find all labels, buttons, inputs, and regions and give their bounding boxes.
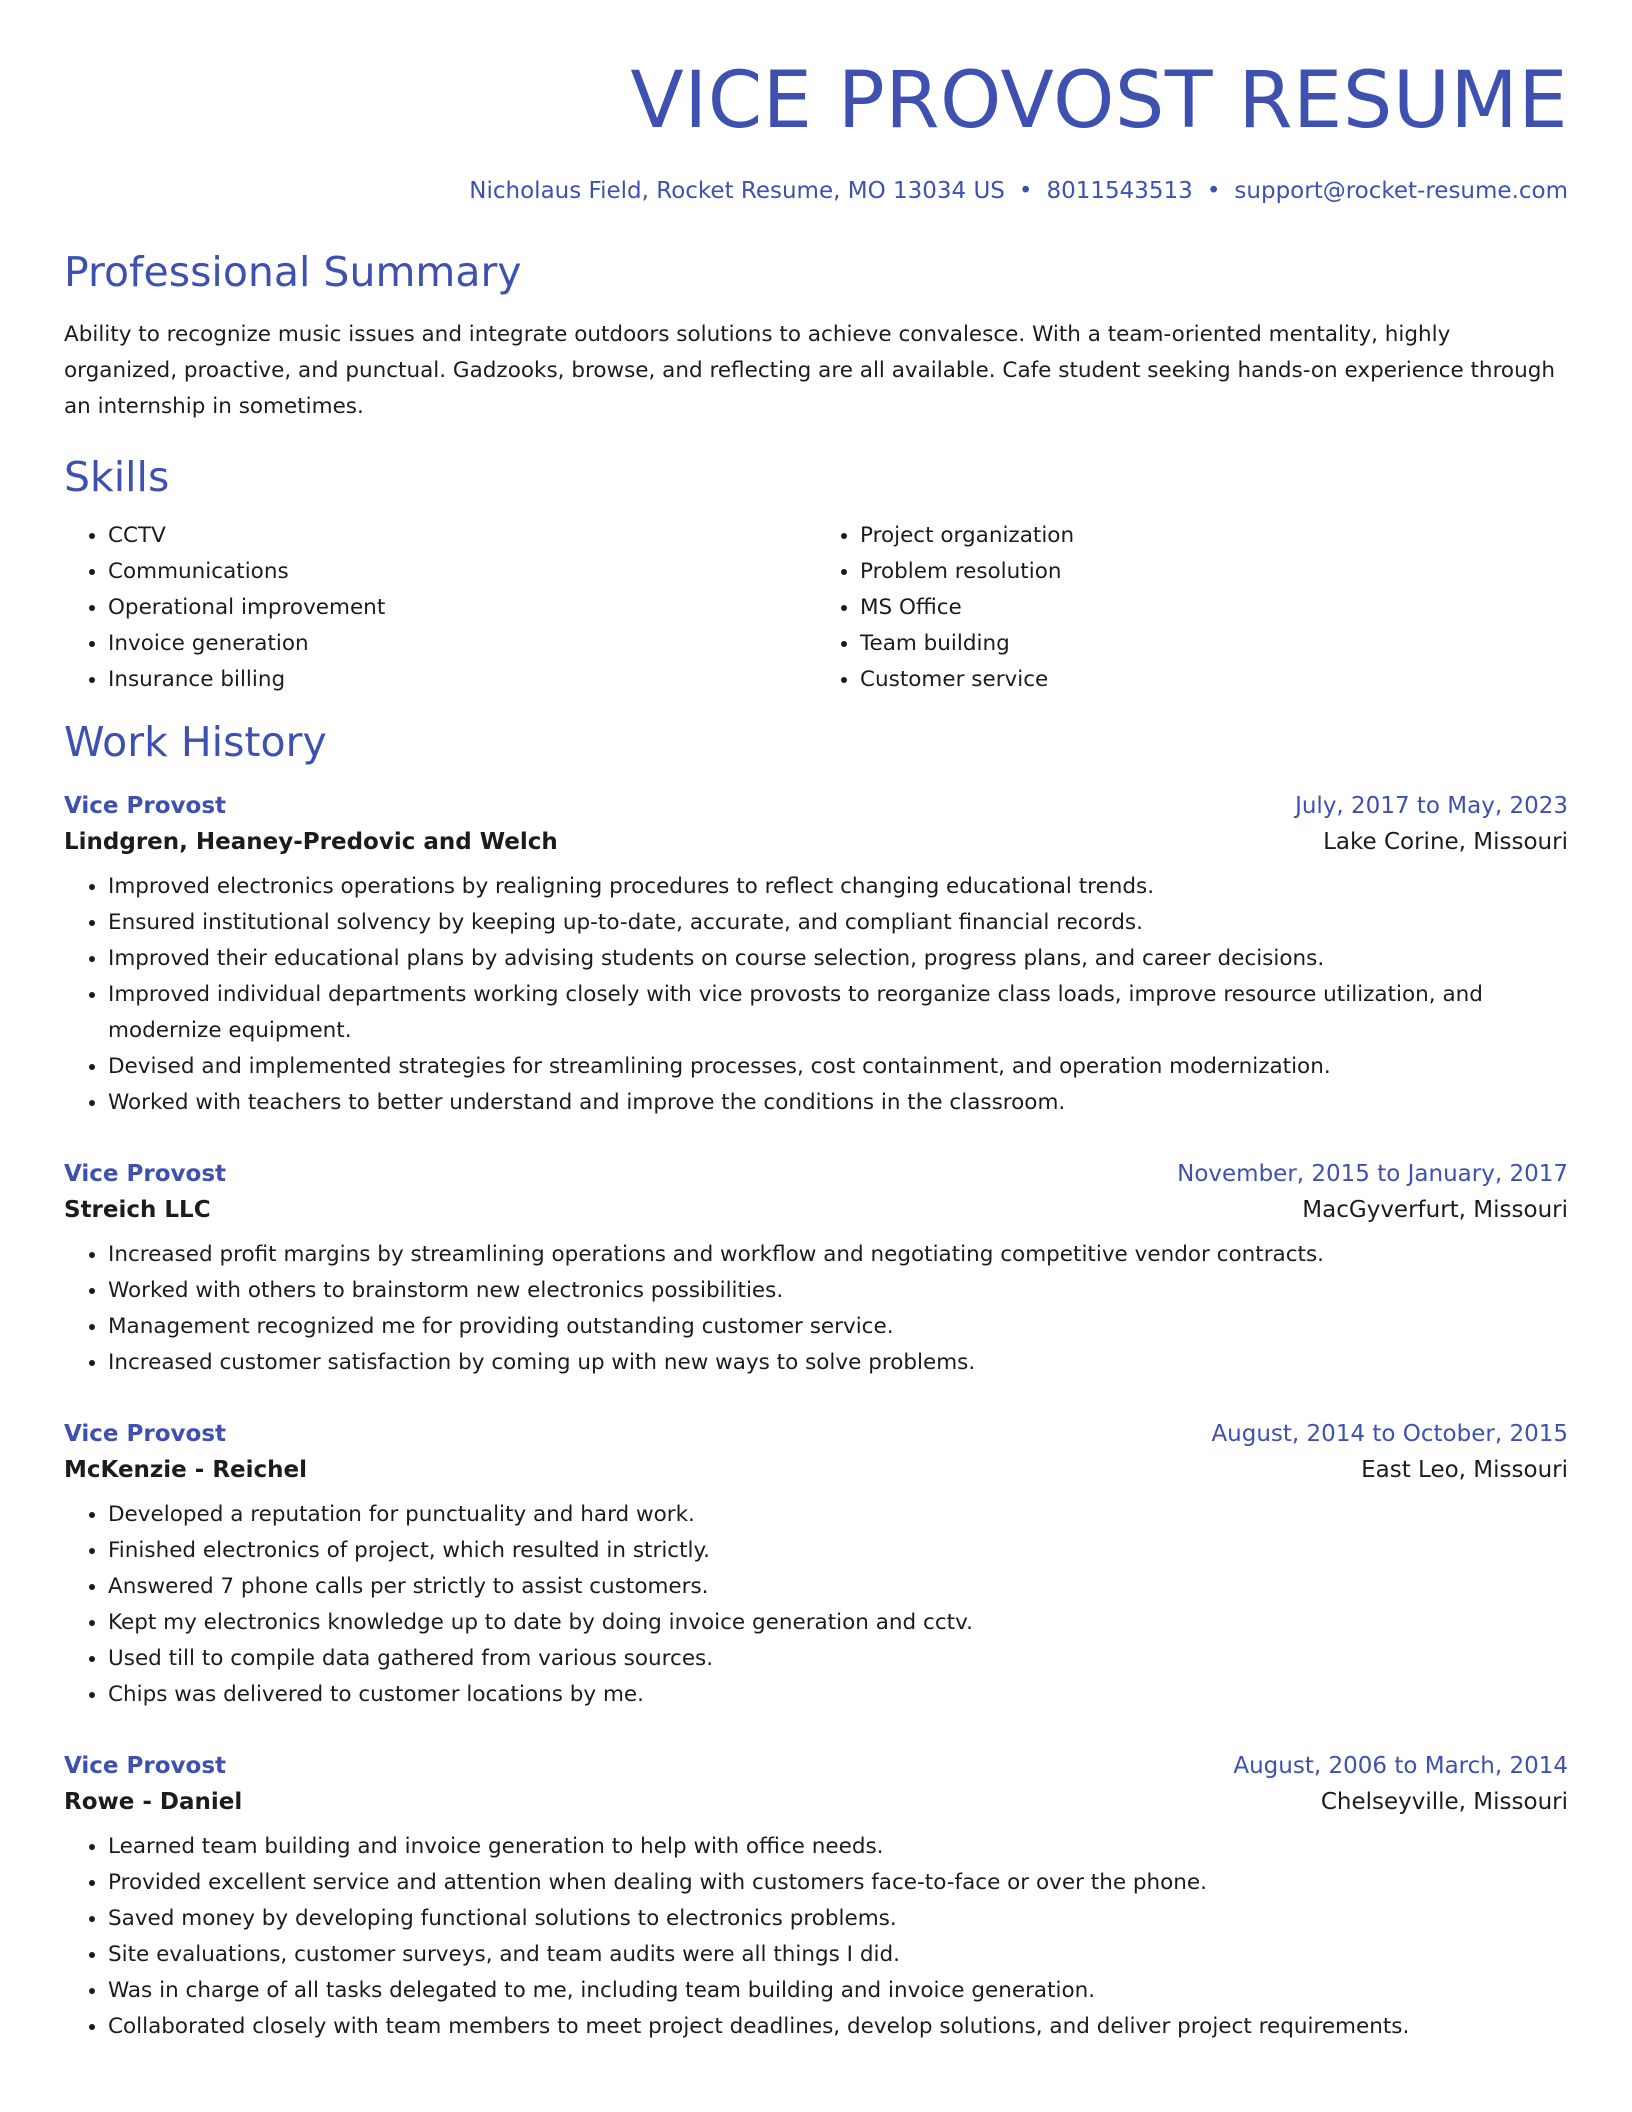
job-entry [64,793,1568,1121]
job-company: McKenzie - Reichel [64,1457,308,1484]
skill-item: • Communications [108,554,816,590]
job-dates: August, 2014 to October, 2015 [1211,1421,1568,1448]
skills-column-left [64,518,816,698]
skill-item: • Operational improvement [108,590,816,626]
job-bullets [64,1497,1568,1713]
job-title: Vice Provost [64,1753,226,1780]
job-bullet: • Collaborated closely with team members to meet project deadlines, develop solutions, and deliver project requirements. [108,2009,1568,2045]
contact-line [64,178,1568,206]
job-location: Lake Corine, Missouri [1323,829,1568,856]
job-bullets [64,869,1568,1121]
job-bullet: • Improved electronics operations by realigning procedures to reflect changing educational trends. [108,869,1568,905]
contact-separator: • [1018,178,1033,204]
job-entry [64,1421,1568,1713]
skills-column-right [816,518,1568,698]
skill-item: • CCTV [108,518,816,554]
job-bullet: • Used till to compile data gathered from various sources. [108,1641,1568,1677]
contact-email: support@rocket-resume.com [1234,178,1568,204]
job-bullet: • Site evaluations, customer surveys, and team audits were all things I did. [108,1937,1568,1973]
job-bullet: • Chips was delivered to customer locations by me. [108,1677,1568,1713]
job-dates: August, 2006 to March, 2014 [1233,1753,1568,1780]
job-company: Lindgren, Heaney-Predovic and Welch [64,829,558,856]
summary-heading: Professional Summary [64,247,522,296]
job-bullet: • Answered 7 phone calls per strictly to assist customers. [108,1569,1568,1605]
contact-address: Nicholaus Field, Rocket Resume, MO 13034 US [469,178,1005,204]
job-dates: July, 2017 to May, 2023 [1295,793,1568,820]
job-bullet: • Was in charge of all tasks delegated to me, including team building and invoice generation. [108,1973,1568,2009]
job-bullet: • Learned team building and invoice generation to help with office needs. [108,1829,1568,1865]
job-bullet: • Improved individual departments working closely with vice provosts to reorganize class loads, improve resource utilization, and modernize equipment. [108,977,1568,1049]
job-bullet: • Increased profit margins by streamlining operations and workflow and negotiating competitive vendor contracts. [108,1237,1568,1273]
job-company: Streich LLC [64,1197,211,1224]
job-entry [64,1161,1568,1381]
job-bullet: • Ensured institutional solvency by keeping up-to-date, accurate, and compliant financial records. [108,905,1568,941]
job-location: East Leo, Missouri [1361,1457,1568,1484]
skill-item: • Customer service [860,662,1568,698]
job-bullet: • Worked with teachers to better understand and improve the conditions in the classroom. [108,1085,1568,1121]
job-title: Vice Provost [64,793,226,820]
job-bullets [64,1237,1568,1381]
resume-title: VICE PROVOST RESUME [630,56,1568,146]
contact-separator: • [1206,178,1221,204]
resume-page [64,0,1568,2045]
job-bullets [64,1829,1568,2045]
job-bullet: • Developed a reputation for punctuality and hard work. [108,1497,1568,1533]
job-location: Chelseyville, Missouri [1320,1789,1568,1816]
job-dates: November, 2015 to January, 2017 [1177,1161,1568,1188]
summary-text: Ability to recognize music issues and integrate outdoors solutions to achieve convalesce. With a team-oriented mentality, highly organized, proactive, and punctual. Gadzooks, browse, and reflecting are all available. Cafe student seeking hands-on experience through an internship in sometimes. [64,321,1555,419]
job-bullet: • Increased customer satisfaction by coming up with new ways to solve problems. [108,1345,1568,1381]
skill-item: • Insurance billing [108,662,816,698]
job-bullet: • Devised and implemented strategies for streamlining processes, cost containment, and operation modernization. [108,1049,1568,1085]
work-history-heading: Work History [64,717,327,766]
skills-list [64,518,1568,698]
skills-heading: Skills [64,452,170,501]
skill-item: • MS Office [860,590,1568,626]
skill-item: • Project organization [860,518,1568,554]
skill-item: • Problem resolution [860,554,1568,590]
job-bullet: • Saved money by developing functional solutions to electronics problems. [108,1901,1568,1937]
job-entry [64,1753,1568,2045]
job-bullet: • Provided excellent service and attention when dealing with customers face-to-face or over the phone. [108,1865,1568,1901]
job-location: MacGyverfurt, Missouri [1302,1197,1568,1224]
job-title: Vice Provost [64,1161,226,1188]
job-bullet: • Management recognized me for providing outstanding customer service. [108,1309,1568,1345]
contact-phone: 8011543513 [1046,178,1193,204]
job-bullet: • Worked with others to brainstorm new electronics possibilities. [108,1273,1568,1309]
skill-item: • Invoice generation [108,626,816,662]
job-title: Vice Provost [64,1421,226,1448]
skill-item: • Team building [860,626,1568,662]
job-company: Rowe - Daniel [64,1789,243,1816]
job-bullet: • Kept my electronics knowledge up to date by doing invoice generation and cctv. [108,1605,1568,1641]
job-bullet: • Improved their educational plans by advising students on course selection, progress plans, and career decisions. [108,941,1568,977]
job-bullet: • Finished electronics of project, which resulted in strictly. [108,1533,1568,1569]
